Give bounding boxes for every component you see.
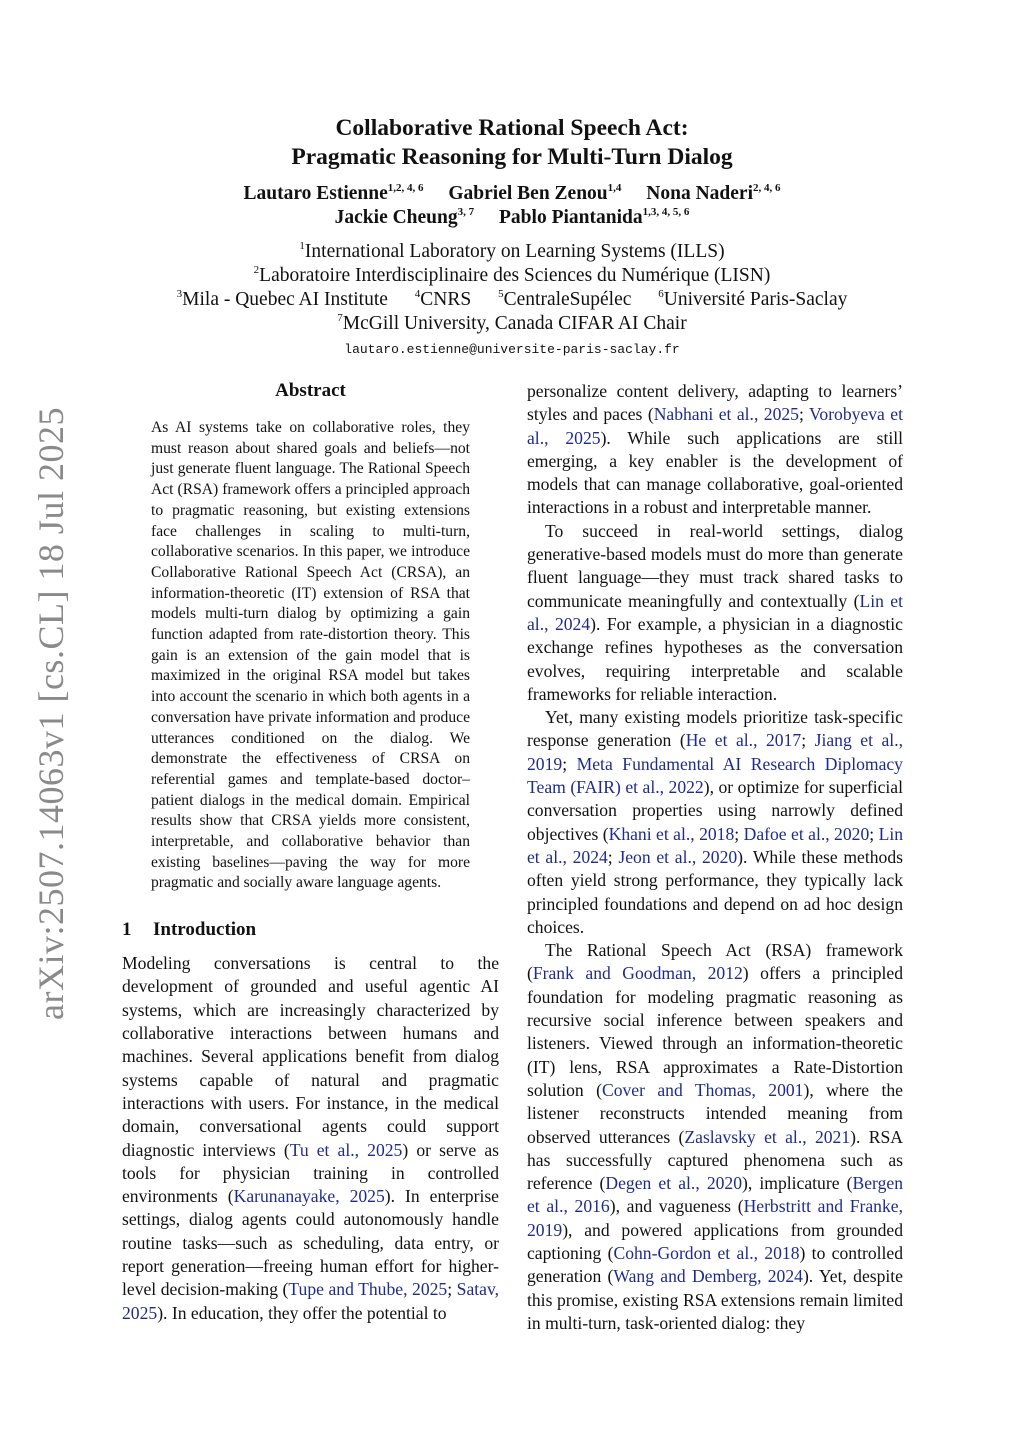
section-number: 1 bbox=[122, 919, 132, 941]
paragraph-text: ), where the listener reconstructs intended meaning from observed utterances ( bbox=[527, 1079, 903, 1147]
citation-link[interactable]: Lin et al., 2024 bbox=[527, 823, 904, 867]
citation-link[interactable]: Dafoe et al., 2020 bbox=[743, 823, 870, 844]
affiliation-text: CentraleSupélec bbox=[503, 289, 632, 310]
abstract-heading: Abstract bbox=[275, 380, 346, 401]
abstract-body: As AI systems take on collaborative roles, they must reason about shared goals and beliefs—not just generate fluent language. The Rational Speech Act (RSA) framework offers a principled approach to pragmatic reasoning, but existing extensions face challenges in scaling to multi-turn, collaborative scenarios. In this paper, we introduce Collaborative Rational Speech Act (CRSA), an information-theoretic (IT) extension of RSA that models multi-turn dialog by optimizing a gain function adapted from rate-distortion theory. This gain is an extension of the gain model that is maximized in the original RSA model but takes into account the scenario in which both agents in a conversation have private information and produce utterances conditioned on the dialog. We demonstrate the effectiveness of CRSA on referential games and template-based doctor–patient dialogs in the medical domain. Empirical results show that CRSA yields more consistent, interpretable, and collaborative behavior than existing baselines—paving the way for more pragmatic and socially aware language agents. bbox=[151, 419, 470, 892]
affiliation-text: Mila - Quebec AI Institute bbox=[182, 289, 388, 310]
author bbox=[448, 183, 621, 204]
affiliation bbox=[415, 289, 471, 310]
author bbox=[646, 183, 780, 204]
paragraph-text: ). In education, they offer the potential to bbox=[157, 1302, 447, 1323]
paragraph-text: ) offers a principled foundation for modeling pragmatic reasoning as recursive social inference between speakers and listeners. Viewed through an information-theoretic (IT) lens, RSA approximates a Rate-Distortion solution ( bbox=[527, 963, 904, 1100]
paragraph-text: ; bbox=[447, 1279, 457, 1300]
affiliation-text: Université Paris-Saclay bbox=[663, 289, 848, 310]
citation-link[interactable]: Frank and Goodman, 2012 bbox=[532, 963, 743, 984]
affiliation-text: McGill University, Canada CIFAR AI Chair bbox=[342, 313, 687, 334]
affiliation bbox=[498, 289, 631, 310]
affiliation-text: International Laboratory on Learning Systems (ILLS) bbox=[304, 241, 725, 262]
paragraph-text: Modeling conversations is central to the development of grounded and useful agentic AI systems, which are increasingly characterized by collaborative interactions between humans and machines. Several applications benefit from dialog systems capable of natural and pragmatic interactions with users. For instance, in the medical domain, conversational agents could support diagnostic interviews ( bbox=[122, 953, 499, 1160]
citation-link[interactable]: Jiang et al., 2019 bbox=[527, 730, 903, 774]
citation-link[interactable]: Lin et al., 2024 bbox=[527, 590, 903, 634]
affiliation-mark: 5 bbox=[498, 288, 504, 300]
title-line-1: Collaborative Rational Speech Act: bbox=[335, 115, 689, 141]
section-title: Introduction bbox=[153, 919, 257, 941]
citation-link[interactable]: Vorobyeva et al., 2025 bbox=[527, 404, 903, 448]
citation-link[interactable]: Karunanayake, 2025 bbox=[233, 1186, 385, 1207]
paragraph-text: ). For example, a physician in a diagnostic exchange refines hypotheses as the conversation evolves, requiring interpretable and scalable frameworks for reliable interaction. bbox=[527, 613, 903, 704]
paragraph-text: ), and powered applications from grounded captioning ( bbox=[527, 1219, 903, 1263]
citation-link[interactable]: Tu et al., 2025 bbox=[289, 1139, 403, 1160]
affiliation-mark: 6 bbox=[658, 288, 664, 300]
citation-link[interactable]: Zaslavsky et al., 2021 bbox=[684, 1126, 851, 1147]
paragraph-text: ), implicature ( bbox=[742, 1173, 853, 1194]
paragraph-text: ) or serve as tools for physician training in controlled environments ( bbox=[122, 1139, 499, 1207]
citation-link[interactable]: Satav, 2025 bbox=[122, 1279, 499, 1323]
affiliation-mark: 2 bbox=[253, 264, 260, 276]
author-name: Lautaro Estienne bbox=[243, 183, 388, 204]
intro-paragraph-1-continued bbox=[527, 380, 903, 520]
author-list bbox=[0, 182, 1024, 230]
paragraph-text: Yet, many existing models prioritize task-specific response generation ( bbox=[527, 707, 903, 751]
author-affiliation-marks: 3, 7 bbox=[457, 206, 475, 218]
left-column bbox=[122, 380, 499, 1325]
citation-link[interactable]: Meta Fundamental AI Research Diplomacy Team (FAIR) et al., 2022 bbox=[527, 753, 903, 798]
paragraph-text: ). RSA has successfully captured phenomena such as reference ( bbox=[527, 1126, 903, 1194]
citation-link[interactable]: Herbstritt and Franke, 2019 bbox=[527, 1196, 903, 1240]
author-name: Nona Naderi bbox=[646, 183, 754, 204]
author-name: Jackie Cheung bbox=[334, 207, 458, 228]
affiliation-mark: 7 bbox=[337, 312, 343, 324]
intro-paragraph-2 bbox=[527, 520, 903, 706]
intro-paragraph-1 bbox=[122, 952, 499, 1325]
paragraph-text: ; bbox=[734, 823, 744, 844]
author bbox=[335, 207, 474, 228]
paper-header bbox=[0, 114, 1024, 357]
paragraph-text: ; bbox=[801, 730, 815, 751]
paragraph-text: To succeed in real-world settings, dialog generative-based models must do more than generate fluent language—they must track shared tasks to communicate meaningfully and contextually ( bbox=[527, 520, 903, 611]
paragraph-text: ), or optimize for superficial conversation properties using narrowly defined objectives ( bbox=[527, 777, 903, 844]
intro-paragraph-4 bbox=[527, 939, 903, 1335]
affiliation-mark: 3 bbox=[176, 288, 183, 300]
authors-row-2 bbox=[0, 206, 1024, 230]
affiliation bbox=[0, 312, 1024, 336]
section-heading-introduction bbox=[122, 919, 499, 941]
author bbox=[243, 183, 423, 204]
affiliation-list bbox=[0, 240, 1024, 336]
author-name: Gabriel Ben Zenou bbox=[448, 183, 608, 204]
affiliation-text: Laboratoire Interdisciplinaire des Sciences du Numérique (LISN) bbox=[259, 265, 771, 286]
citation-link[interactable]: Bergen et al., 2016 bbox=[527, 1173, 903, 1217]
citation-link[interactable]: Cover and Thomas, 2001 bbox=[601, 1079, 804, 1100]
arxiv-identifier: arXiv:2507.14063v1 [cs.CL] 18 Jul 2025 bbox=[31, 407, 71, 1020]
affiliation bbox=[177, 289, 388, 310]
paragraph-text: ). In enterprise settings, dialog agents could autonomously handle routine tasks—such as scheduling, data entry, or report generation—freeing human effort for higher-level decision-making ( bbox=[122, 1186, 499, 1300]
paragraph-text: ; bbox=[798, 404, 809, 425]
intro-paragraph-3 bbox=[527, 706, 903, 939]
author-affiliation-marks: 1,4 bbox=[607, 182, 622, 194]
author-affiliation-marks: 1,3, 4, 5, 6 bbox=[642, 206, 690, 218]
citation-link[interactable]: Tupe and Thube, 2025 bbox=[288, 1279, 448, 1300]
author-name: Pablo Piantanida bbox=[499, 207, 643, 228]
paper-title bbox=[0, 114, 1024, 172]
citation-link[interactable]: He et al., 2017 bbox=[685, 730, 802, 751]
author-affiliation-marks: 1,2, 4, 6 bbox=[387, 182, 424, 194]
author bbox=[499, 207, 689, 228]
contact-email[interactable]: lautaro.estienne@universite-paris-saclay.fr bbox=[344, 342, 680, 357]
paragraph-text: ; bbox=[607, 846, 619, 867]
citation-link[interactable]: Cohn-Gordon et al., 2018 bbox=[613, 1242, 800, 1263]
affiliation-row bbox=[0, 288, 1024, 312]
citation-link[interactable]: Degen et al., 2020 bbox=[605, 1173, 743, 1194]
citation-link[interactable]: Jeon et al., 2020 bbox=[618, 846, 738, 867]
author-affiliation-marks: 2, 4, 6 bbox=[753, 182, 781, 194]
paragraph-text: ), and vagueness ( bbox=[609, 1196, 744, 1217]
authors-row-1 bbox=[0, 182, 1024, 206]
affiliation bbox=[0, 240, 1024, 264]
affiliation bbox=[658, 289, 847, 310]
affiliation-text: CNRS bbox=[420, 289, 472, 310]
affiliation-mark: 4 bbox=[414, 288, 421, 300]
paragraph-text: ) to controlled generation ( bbox=[527, 1242, 904, 1287]
citation-link[interactable]: Khani et al., 2018 bbox=[608, 823, 735, 844]
right-column bbox=[527, 380, 903, 1335]
affiliation-mark: 1 bbox=[299, 240, 305, 252]
paragraph-text: ). While these methods often yield strong performance, they typically lack principled foundations and depend on ad hoc design choices. bbox=[527, 846, 903, 937]
paragraph-text: personalize content delivery, adapting to learners’ styles and paces ( bbox=[527, 381, 903, 425]
citation-link[interactable]: Nabhani et al., 2025 bbox=[653, 404, 799, 425]
title-line-2: Pragmatic Reasoning for Multi-Turn Dialog bbox=[291, 144, 733, 170]
citation-link[interactable]: Wang and Demberg, 2024 bbox=[613, 1266, 803, 1287]
paragraph-text: ). Yet, despite this promise, existing RSA extensions remain limited in multi-turn, task-oriented dialog: they bbox=[527, 1266, 903, 1333]
paragraph-text: ; bbox=[869, 823, 879, 844]
paragraph-text: The Rational Speech Act (RSA) framework ( bbox=[527, 940, 903, 984]
paragraph-text: ; bbox=[562, 753, 577, 774]
paragraph-text: ). While such applications are still emerging, a key enabler is the development of models that can manage collaborative, goal-oriented interactions in a robust and interpretable manner. bbox=[527, 427, 903, 518]
affiliation bbox=[0, 264, 1024, 288]
